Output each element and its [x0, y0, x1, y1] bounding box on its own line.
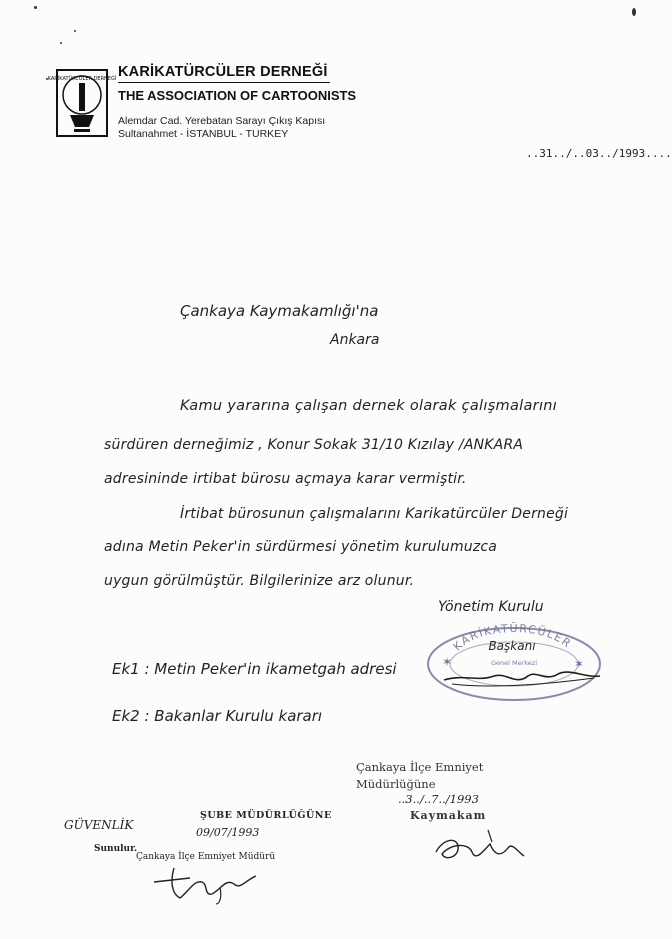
scan-speck: [46, 78, 48, 80]
scan-speck: [60, 42, 62, 44]
body-line-5: adına Metin Peker'in sürdürmesi yönetim kurulumuzca: [104, 539, 498, 555]
attachment-1: Ek1 : Metin Peker'in ikametgah adresi: [112, 660, 397, 678]
letter-date: ..31../..03../1993....: [526, 147, 672, 160]
mudur-signature: [150, 860, 260, 906]
emniyet-stamp-date: ..3../..7../1993: [398, 792, 479, 806]
recipient-line-1: Çankaya Kaymakamlığı'na: [180, 302, 379, 320]
body-line-6: uygun görülmüştür. Bilgilerinize arz olunur.: [104, 573, 415, 589]
recipient-line-2: Ankara: [330, 332, 380, 348]
body-line-1: Kamu yararına çalışan dernek olarak çalışmalarını: [180, 398, 558, 414]
association-oval-stamp: [424, 616, 604, 704]
emniyet-stamp-line-2: Müdürlüğüne: [356, 777, 436, 791]
kaymakam-signature: [428, 822, 528, 870]
stamp-star-icon: ✶: [442, 655, 453, 669]
guvenlik-stamp-line-2: Sunulur.: [94, 844, 138, 854]
address-line-1: Alemdar Cad. Yerebatan Sarayı Çıkış Kapısı: [118, 115, 326, 127]
address-line-2: Sultanahmet - İSTANBUL - TURKEY: [118, 128, 289, 140]
emniyet-stamp-line-1: Çankaya İlçe Emniyet: [356, 760, 484, 774]
guvenlik-handwritten-label: GÜVENLİK: [64, 818, 134, 832]
scan-speck: [74, 30, 76, 32]
scan-speck: [34, 6, 37, 9]
guvenlik-stamp-line-1: ŞUBE MÜDÜRLÜĞÜNE: [200, 810, 332, 821]
body-line-2: sürdüren derneğimiz , Konur Sokak 31/10 Kızılay /ANKARA: [104, 437, 524, 453]
stamp-ring-text: KARİKATÜRCÜLER: [450, 621, 575, 654]
emniyet-stamp-signer: Kaymakam: [410, 809, 487, 822]
attachment-2: Ek2 : Bakanlar Kurulu kararı: [112, 707, 323, 725]
association-logo: [47, 69, 117, 137]
signature-block: Yönetim Kurulu: [438, 599, 544, 615]
guvenlik-stamp-line-3: Çankaya İlçe Emniyet Müdürü: [136, 852, 276, 862]
guvenlik-stamp-date: 09/07/1993: [196, 826, 260, 839]
logo-ring-text: KARİKATÜRCÜLER DERNEĞİ: [47, 76, 117, 82]
organization-name-english: THE ASSOCIATION OF CARTOONISTS: [118, 88, 357, 103]
body-line-4: İrtibat bürosunun çalışmalarını Karikatürcüler Derneği: [180, 506, 569, 522]
organization-name-turkish: KARİKATÜRCÜLER DERNEĞİ: [118, 64, 330, 83]
stamp-star-icon: ✶: [574, 657, 585, 671]
stamp-inner-text: Genel Merkezi: [490, 659, 538, 667]
body-line-3: adresininde irtibat bürosu açmaya karar vermiştir.: [104, 471, 467, 487]
scan-speck: [632, 8, 636, 16]
stamp-handwritten-title: Başkanı: [488, 639, 536, 653]
